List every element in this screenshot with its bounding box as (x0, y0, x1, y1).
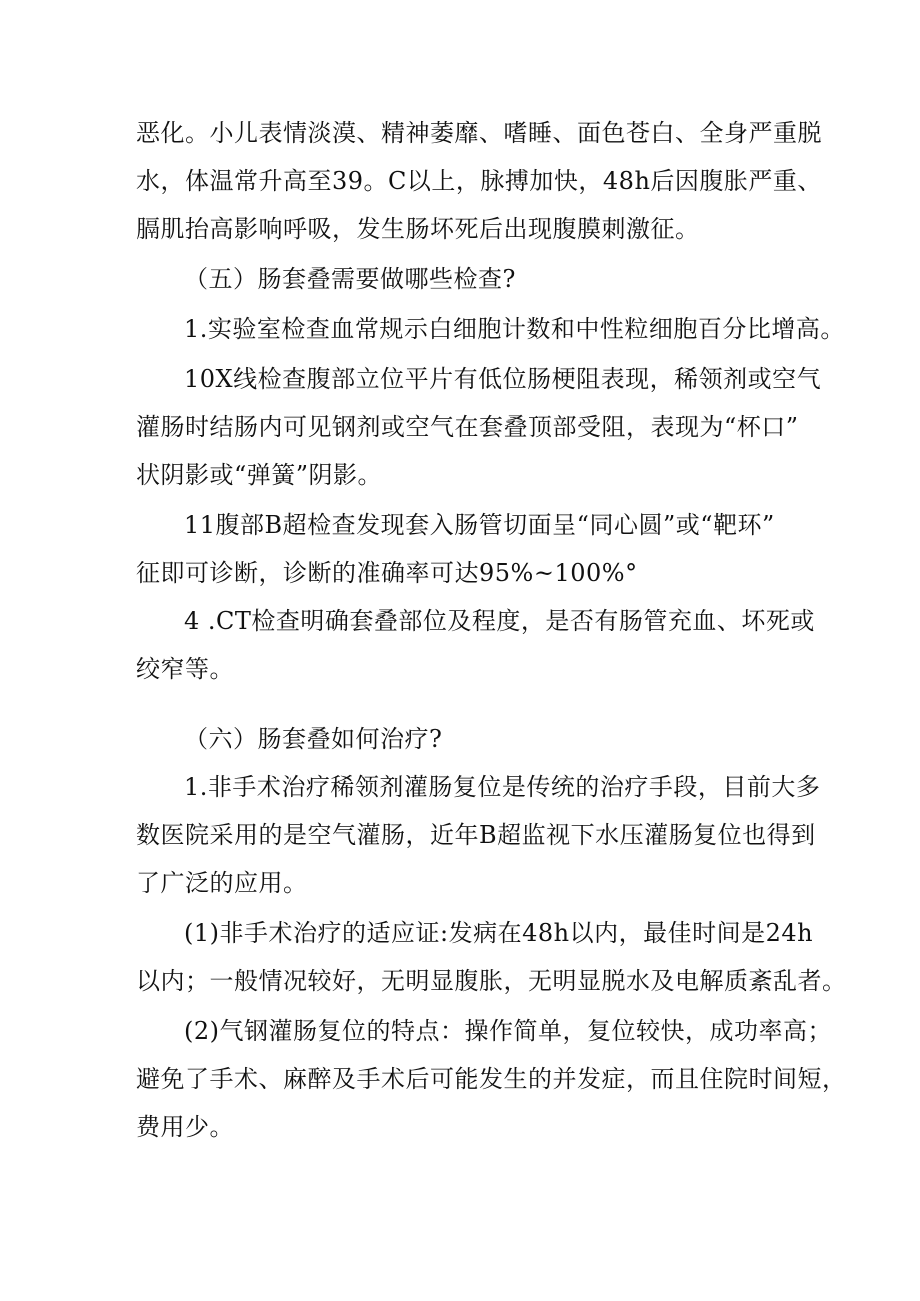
text-line: 1.实验室检查血常规示白细胞计数和中性粒细胞百分比增高。 (184, 315, 845, 343)
text-line: 10X线检查腹部立位平片有低位肠梗阻表现，稀领剂或空气 (184, 365, 822, 393)
section-heading: （五）肠套叠需要做哪些检查? (184, 265, 516, 293)
text-line: 恶化。小儿表情淡漠、精神萎靡、嗜睡、面色苍白、全身严重脱 (136, 119, 822, 147)
text-line: 费用少。 (136, 1113, 234, 1141)
text-line: 11腹部B超检查发现套入肠管切面呈“同心圆”或“靶环” (184, 511, 775, 539)
text-line: 避免了手术、麻醉及手术后可能发生的并发症，而且住院时间短， (136, 1065, 847, 1093)
text-line: 水，体温常升高至39。C以上，脉搏加快，48h后因腹胀严重、 (136, 167, 822, 195)
text-line: 以内；一般情况较好，无明显腹胀，无明显脱水及电解质紊乱者。 (136, 967, 847, 995)
section-heading: （六）肠套叠如何治疗? (184, 725, 443, 753)
text-line: 了广泛的应用。 (136, 869, 308, 897)
text-line: (1)非手术治疗的适应证:发病在48h以内，最佳时间是24h (184, 919, 814, 947)
text-line: 4 .CT检查明确套叠部位及程度，是否有肠管充血、坏死或 (184, 607, 815, 635)
text-line: 数医院采用的是空气灌肠，近年B超监视下水压灌肠复位也得到 (136, 821, 816, 849)
text-line: 灌肠时结肠内可见钢剂或空气在套叠顶部受阻，表现为“杯口” (136, 413, 799, 441)
text-line: 状阴影或“弹簧”阴影。 (136, 461, 383, 489)
text-line: 征即可诊断，诊断的准确率可达95%~100%° (136, 559, 638, 587)
text-line: (2)气钢灌肠复位的特点：操作简单，复位较快，成功率高； (184, 1017, 832, 1045)
text-line: 1.非手术治疗稀领剂灌肠复位是传统的治疗手段，目前大多 (184, 773, 821, 801)
text-line: 绞窄等。 (136, 655, 234, 683)
text-line: 膈肌抬高影响呼吸，发生肠坏死后出现腹膜刺激征。 (136, 215, 700, 243)
